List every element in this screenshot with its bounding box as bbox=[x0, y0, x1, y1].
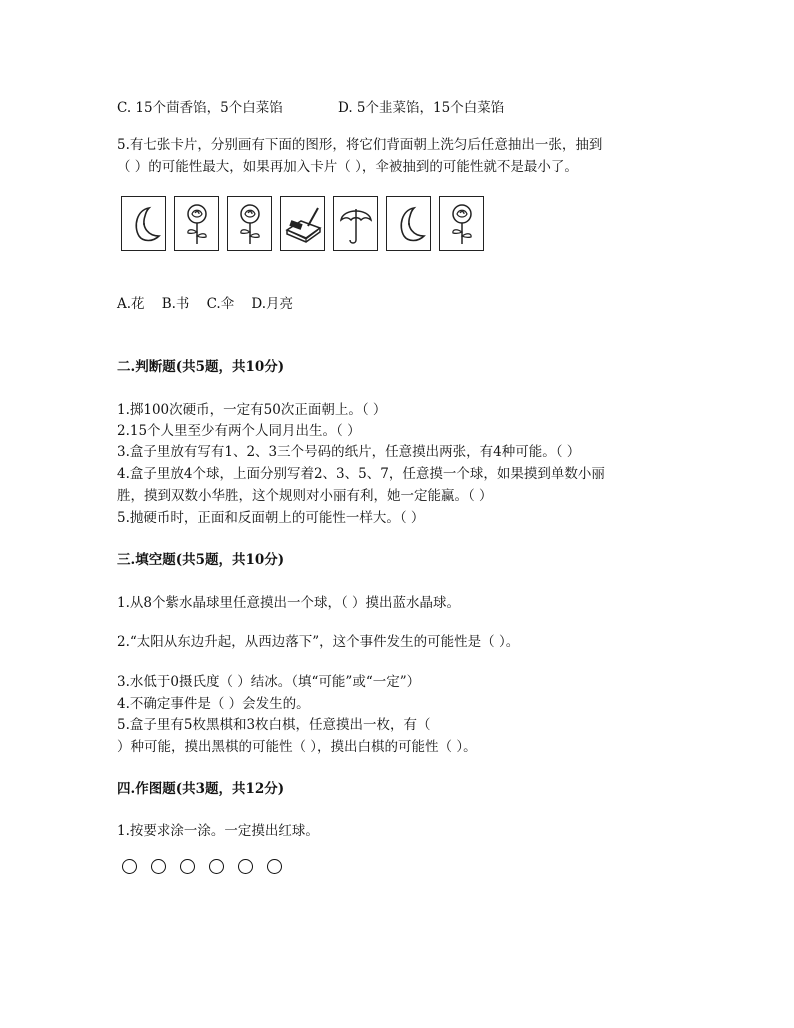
judge-item-5: 5.抛硬币时，正面和反面朝上的可能性一样大。（ ） bbox=[117, 510, 425, 526]
card bbox=[174, 196, 219, 251]
book-icon bbox=[284, 200, 322, 248]
ball-circle[interactable] bbox=[180, 859, 195, 874]
judge-item-4-cont: 胜，摸到双数小华胜，这个规则对小丽有利，她一定能赢。（ ） bbox=[117, 488, 493, 504]
fill-item-1: 1.从8个紫水晶球里任意摸出一个球，（ ）摸出蓝水晶球。 bbox=[117, 595, 461, 611]
ball-circle[interactable] bbox=[151, 859, 166, 874]
judge-item-1: 1.掷100次硬币，一定有50次正面朝上。（ ） bbox=[117, 402, 387, 418]
ball-circles bbox=[122, 859, 282, 874]
q5-line2: （ ）的可能性最大，如果再加入卡片（ ），伞被抽到的可能性就不是最小了。 bbox=[117, 159, 578, 175]
card bbox=[386, 196, 431, 251]
moon-icon bbox=[125, 200, 163, 248]
fill-item-5-cont: ）种可能，摸出黑棋的可能性（ ），摸出白棋的可能性（ ）。 bbox=[117, 739, 477, 755]
rose-icon bbox=[443, 200, 481, 248]
judge-item-3: 3.盒子里放有写有1、2、3三个号码的纸片，任意摸出两张，有4种可能。（ ） bbox=[117, 444, 581, 460]
card bbox=[439, 196, 484, 251]
draw-item-1: 1.按要求涂一涂。一定摸出红球。 bbox=[117, 823, 319, 839]
q5-line1: 5.有七张卡片，分别画有下面的图形，将它们背面朝上洗匀后任意抽出一张，抽到 bbox=[117, 137, 603, 153]
fill-item-3: 3.水低于0摄氏度（ ）结冰。（填“可能”或“一定”） bbox=[117, 674, 421, 690]
section2-title: 二.判断题(共5题，共10分) bbox=[117, 359, 285, 375]
q5-options: A.花 B.书 C.伞 D.月亮 bbox=[117, 296, 294, 312]
option-c: C. 15个茴香馅，5个白菜馅 bbox=[117, 100, 283, 116]
umbrella-icon bbox=[337, 200, 375, 248]
fill-item-5: 5.盒子里有5枚黑棋和3枚白棋，任意摸出一枚，有（ bbox=[117, 717, 431, 733]
section4-title: 四.作图题(共3题，共12分) bbox=[117, 781, 285, 797]
moon-icon bbox=[390, 200, 428, 248]
card bbox=[121, 196, 166, 251]
card bbox=[333, 196, 378, 251]
card bbox=[227, 196, 272, 251]
fill-item-2: 2.“太阳从东边升起，从西边落下”，这个事件发生的可能性是（ ）。 bbox=[117, 634, 520, 650]
card bbox=[280, 196, 325, 251]
ball-circle[interactable] bbox=[267, 859, 282, 874]
judge-item-4: 4.盒子里放4个球，上面分别写着2、3、5、7，任意摸一个球，如果摸到单数小丽 bbox=[117, 466, 605, 482]
ball-circle[interactable] bbox=[122, 859, 137, 874]
judge-item-2: 2.15个人里至少有两个人同月出生。（ ） bbox=[117, 423, 361, 439]
fill-item-4: 4.不确定事件是（ ）会发生的。 bbox=[117, 696, 310, 712]
picture-cards bbox=[121, 196, 484, 251]
ball-circle[interactable] bbox=[209, 859, 224, 874]
rose-icon bbox=[178, 200, 216, 248]
ball-circle[interactable] bbox=[238, 859, 253, 874]
option-d: D. 5个韭菜馅，15个白菜馅 bbox=[338, 100, 505, 116]
section3-title: 三.填空题(共5题，共10分) bbox=[117, 552, 285, 568]
rose-icon bbox=[231, 200, 269, 248]
